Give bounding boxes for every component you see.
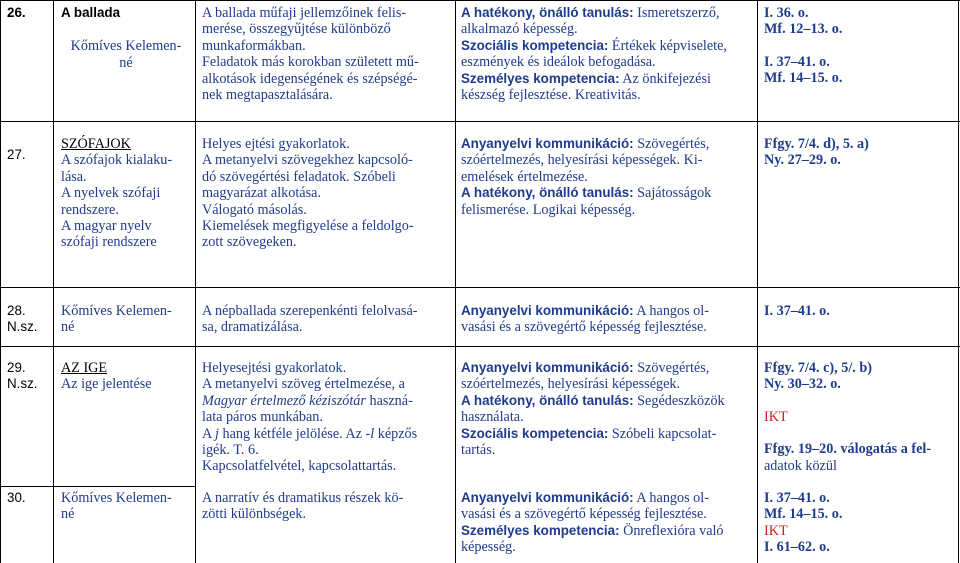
reference-line: Mf. 14–15. o.: [764, 70, 843, 87]
topic-subtitle-line: Kőmíves Kelemen-: [70, 38, 182, 55]
topic-cell: [61, 303, 191, 336]
activity-line: Válogató másolás.: [202, 201, 307, 218]
row-number: 27.: [7, 147, 26, 162]
competence-line: használata.: [461, 409, 524, 426]
activity-line: Magyar értelmező kéziszótár haszná-: [202, 392, 413, 409]
row-divider: [0, 121, 960, 122]
col-divider: [455, 0, 456, 563]
col-divider: [958, 0, 959, 563]
activity-line: igék. T. 6.: [202, 442, 259, 459]
activity-line: zott szövegeken.: [202, 234, 297, 251]
topic-cell: [61, 360, 152, 393]
activity-line: Kiemelések megfigyelése a feldolgo-: [202, 218, 414, 235]
topic-line: né: [61, 506, 75, 523]
col-divider: [53, 0, 54, 563]
topic-line: Kőmíves Kelemen-: [61, 303, 172, 319]
competence-line: készség fejlesztése. Kreativitás.: [461, 87, 641, 104]
competence-line: eszmények és ideálok befogadása.: [461, 54, 656, 71]
activity-line: Helyesejtési gyakorlatok.: [202, 360, 347, 376]
competence-line: A hatékony, önálló tanulás: Sajátosságok: [461, 185, 712, 202]
reference-line: adatok közül: [764, 457, 837, 474]
activity-line: dó szövegértési feladatok. Szóbeli: [202, 168, 396, 185]
row-number: 30.: [7, 490, 26, 505]
competence-line: vasási és a szövegértő képesség fejlesztése.: [461, 506, 707, 523]
reference-line: I. 37–41. o.: [764, 490, 830, 506]
reference-line: Ny. 27–29. o.: [764, 152, 841, 169]
reference-line: Mf. 14–15. o.: [764, 506, 843, 523]
competence-line: A hatékony, önálló tanulás: Ismeretszerző,: [461, 5, 720, 21]
activity-line: munkaformákban.: [202, 37, 306, 54]
competence-line: Anyanyelvi kommunikáció: A hangos ol-: [461, 490, 709, 506]
competence-cell: [461, 136, 711, 218]
reference-line: I. 61–62. o.: [764, 539, 830, 556]
competence-line: képesség.: [461, 539, 516, 556]
activity-line: Kapcsolatfelvétel, kapcsolattartás.: [202, 458, 397, 475]
reference-line: Mf. 12–13. o.: [764, 21, 843, 38]
topic-cell: [61, 5, 191, 71]
topic-subtitle-line: szófaji rendszere: [61, 234, 157, 251]
competence-line: Anyanyelvi kommunikáció: Szövegértés,: [461, 360, 710, 376]
competence-line: alkalmazó képesség.: [461, 21, 578, 38]
col-divider: [0, 0, 1, 563]
topic-line: Kőmíves Kelemen-: [61, 490, 172, 506]
reference-cell: [764, 303, 830, 319]
topic-subtitle-line: Az ige jelentése: [61, 376, 152, 393]
topic-title: A ballada: [61, 5, 121, 20]
ikt-label: IKT: [764, 408, 788, 425]
competence-line: emelések értelmezése.: [461, 168, 588, 185]
activity-line: zötti különbségek.: [202, 506, 307, 523]
reference-line: I. 36. o.: [764, 5, 809, 21]
competence-cell: [461, 490, 724, 556]
activity-line: magyarázat alkotása.: [202, 185, 321, 202]
reference-line: Ffgy. 7/4. d), 5. a): [764, 136, 869, 152]
topic-cell: [61, 136, 172, 251]
activity-line: A ballada műfaji jellemzőinek felis-: [202, 5, 407, 21]
topic-subtitle-line: né: [119, 54, 133, 71]
reference-line: I. 37–41. o.: [764, 303, 830, 319]
competence-line: Szociális kompetencia: Értékek képviselete,: [461, 37, 727, 54]
reference-line: Ny. 30–32. o.: [764, 376, 841, 393]
reference-line: Ffgy. 19–20. válogatás a fel-: [764, 441, 932, 458]
topic-subtitle-line: A magyar nyelv: [61, 218, 152, 235]
activity-line: sa, dramatizálása.: [202, 319, 303, 336]
topic-title: SZÓFAJOK: [61, 136, 131, 152]
activity-line: A metanyelvi szövegekhez kapcsoló-: [202, 152, 413, 169]
activity-cell: [202, 303, 417, 336]
activity-line: A metanyelvi szöveg értelmezése, a: [202, 376, 405, 393]
competence-line: tartás.: [461, 442, 496, 459]
activity-line: lata páros munkában.: [202, 409, 323, 426]
competence-line: szóértelmezés, helyesírási képességek.: [461, 376, 681, 393]
competence-line: Személyes kompetencia: Az önkifejezési: [461, 70, 711, 87]
activity-line: merése, összegyűjtése különböző: [202, 21, 391, 38]
activity-line: Helyes ejtési gyakorlatok.: [202, 136, 350, 152]
col-divider: [757, 0, 758, 563]
activity-line: alkotások idegenségének és szépségé-: [202, 70, 418, 87]
row-divider: [0, 287, 960, 288]
competence-line: Szociális kompetencia: Szóbeli kapcsolat-: [461, 425, 717, 442]
activity-line: nek megtapasztalására.: [202, 87, 333, 104]
topic-subtitle-line: A szófajok kialaku-: [61, 152, 173, 169]
competence-cell: [461, 360, 725, 458]
activity-cell: [202, 136, 414, 251]
competence-line: vasási és a szövegértő képesség fejlesztése.: [461, 319, 707, 336]
row-number: 29. N.sz.: [7, 360, 38, 392]
col-divider: [195, 0, 196, 563]
row-number: 26.: [7, 5, 26, 20]
reference-cell: [764, 5, 842, 87]
ikt-label: IKT: [764, 522, 788, 539]
topic-subtitle-line: rendszere.: [61, 201, 119, 218]
activity-cell: [202, 5, 419, 103]
topic-subtitle-line: A nyelvek szófaji: [61, 185, 161, 202]
competence-line: Anyanyelvi kommunikáció: A hangos ol-: [461, 303, 709, 319]
competence-line: felismerése. Logikai képesség.: [461, 201, 636, 218]
competence-line: szóértelmezés, helyesírási képességek. Ki-: [461, 152, 703, 169]
reference-cell: [764, 136, 869, 169]
table-border-top: [0, 0, 960, 1]
topic-title: AZ IGE: [61, 360, 108, 376]
competence-line: A hatékony, önálló tanulás: Segédeszközök: [461, 392, 725, 409]
row-divider-partial: [0, 486, 195, 487]
activity-line: A j hang kétféle jelölése. Az -l képzős: [202, 425, 418, 442]
topic-subtitle-line: lása.: [61, 168, 87, 185]
competence-line: Személyes kompetencia: Önreflexióra való: [461, 522, 724, 539]
competence-cell: [461, 303, 709, 336]
topic-line: né: [61, 319, 75, 336]
reference-cell: [764, 360, 931, 474]
activity-cell: [202, 490, 403, 523]
activity-line: A népballada szerepenkénti felolvasá-: [202, 303, 418, 319]
competence-line: Anyanyelvi kommunikáció: Szövegértés,: [461, 136, 710, 152]
topic-cell: [61, 490, 172, 523]
row-divider: [0, 346, 960, 347]
activity-line: Feladatok más korokban született mű-: [202, 54, 419, 71]
activity-cell: [202, 360, 417, 475]
row-number: 28. N.sz.: [7, 303, 38, 335]
reference-line: Ffgy. 7/4. c), 5/. b): [764, 360, 872, 376]
reference-line: I. 37–41. o.: [764, 53, 830, 70]
reference-cell: [764, 490, 842, 556]
competence-cell: [461, 5, 727, 103]
activity-line: A narratív és dramatikus részek kö-: [202, 490, 404, 506]
